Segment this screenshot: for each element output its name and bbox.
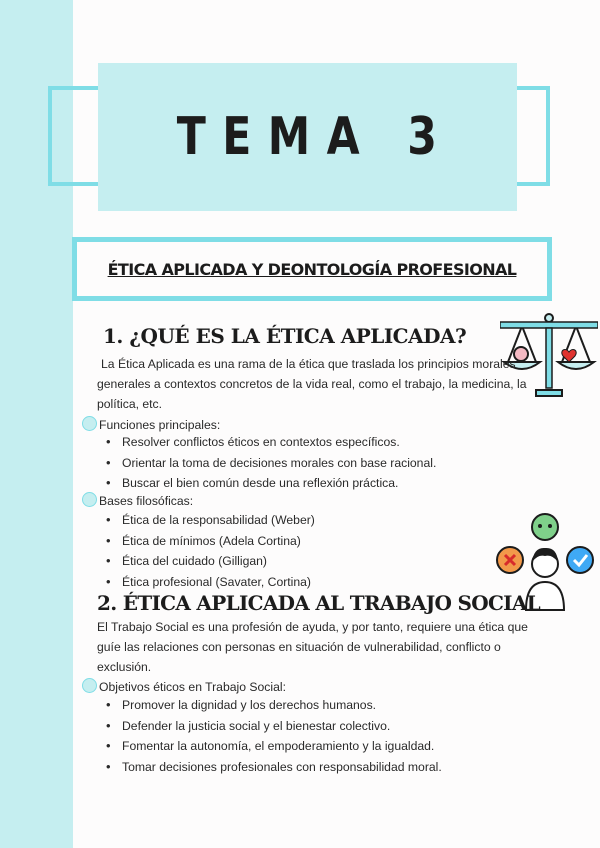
list-item: • Ética de mínimos (Adela Cortina) [106,531,315,552]
list-item: • Ética profesional (Savater, Cortina) [106,572,315,593]
list-item: • Tomar decisiones profesionales con responsabilidad moral. [106,757,442,778]
section-1-heading: 1. ¿QUÉ ES LA ÉTICA APLICADA? [103,324,467,348]
list-item: • Ética del cuidado (Gilligan) [106,551,315,572]
bases-label-line [82,491,193,511]
list-item: • Resolver conflictos éticos en contextos específicos. [106,432,436,453]
circle-marker-icon [82,492,97,507]
objectives-label-line [82,677,286,697]
subtitle-box [72,237,552,301]
objectives-list [106,695,442,778]
objectives-label: Objetivos éticos en Trabajo Social: [99,680,286,694]
page-title: TEMA 3 [176,107,454,167]
list-item: • Buscar el bien común desde una reflexión práctica. [106,473,436,494]
list-item: • Ética de la responsabilidad (Weber) [106,510,315,531]
section-2-paragraph: El Trabajo Social es una profesión de ayuda, y por tanto, requiere una ética que guíe las relaciones con personas en situación de vulnerabilidad, conflicto o exclusión. [97,620,528,674]
list-item: • Orientar la toma de decisiones morales con base racional. [106,453,436,474]
list-item: • Promover la dignidad y los derechos humanos. [106,695,442,716]
list-item: • Fomentar la autonomía, el empoderamiento y la igualdad. [106,736,442,757]
subtitle: ÉTICA APLICADA Y DEONTOLOGÍA PROFESIONAL [107,259,517,279]
circle-marker-icon [82,416,97,431]
list-item: • Defender la justicia social y el bienestar colectivo. [106,716,442,737]
title-box [98,63,517,211]
functions-label: Funciones principales: [99,418,221,432]
bases-label: Bases filosóficas: [99,494,194,508]
functions-list [106,432,436,494]
section-2-heading: 2. ÉTICA APLICADA AL TRABAJO SOCIAL [97,591,541,615]
bases-list [106,510,315,593]
section-1-paragraph: La Ética Aplicada es una rama de la ética que traslada los principios morales generales a contextos concretos de la vida real, como el trabajo, la medicina, la política, etc. [97,357,527,411]
circle-marker-icon [82,678,97,693]
